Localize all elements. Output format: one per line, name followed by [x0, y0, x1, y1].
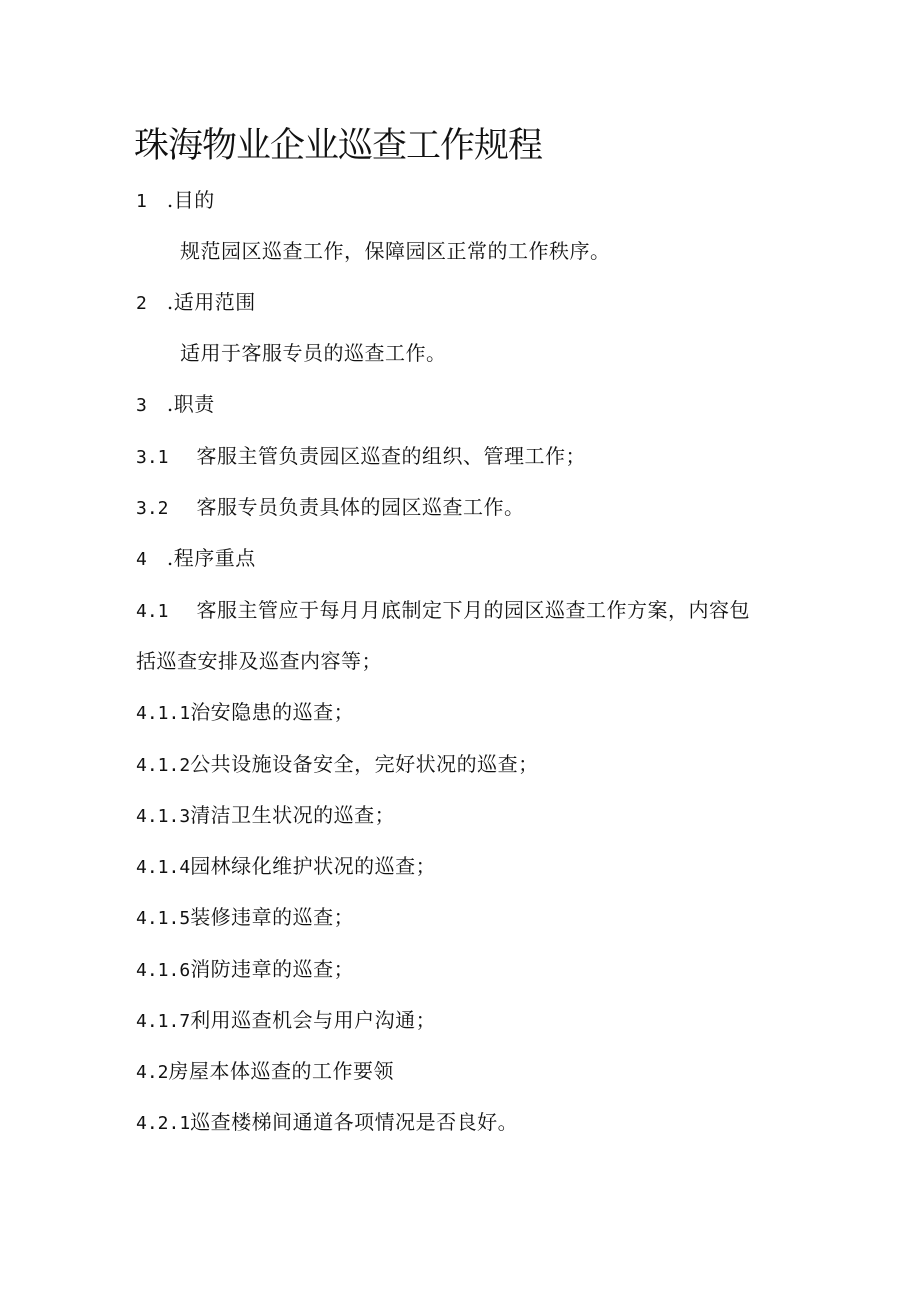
- clause-text: 客服专员负责具体的园区巡查工作。: [196, 495, 525, 519]
- section-heading-4: [136, 544, 256, 574]
- clause-text: 客服主管应于每月月底制定下月的园区巡查工作方案，内容包: [196, 598, 751, 622]
- clause-number: 3.2: [136, 498, 169, 519]
- clause-4-1-6: [136, 955, 354, 985]
- section-heading-1: [136, 186, 215, 216]
- clause-number: 4.1.4: [136, 857, 191, 878]
- clause-3-2: [136, 493, 525, 523]
- section-heading-2: [136, 288, 256, 318]
- clause-number: 3.1: [136, 447, 169, 468]
- clause-number: 4.1.6: [136, 960, 191, 981]
- clause-3-1: [136, 442, 586, 472]
- clause-number: 4.2: [136, 1062, 169, 1083]
- clause-4-1: [136, 596, 750, 626]
- clause-4-1-4: [136, 852, 436, 882]
- section-number: 2: [136, 293, 147, 314]
- clause-text: 装修违章的巡查；: [190, 905, 355, 929]
- clause-number: 4.1.5: [136, 908, 191, 929]
- section-label: .职责: [166, 392, 215, 416]
- section-label: .程序重点: [166, 546, 256, 570]
- clause-number: 4.1.7: [136, 1011, 191, 1032]
- paragraph-purpose: 规范园区巡查工作，保障园区正常的工作秩序。: [180, 239, 611, 263]
- section-number: 1: [136, 191, 147, 212]
- section-number: 4: [136, 549, 147, 570]
- clause-text: 清洁卫生状况的巡查；: [190, 803, 396, 827]
- clause-number: 4.1: [136, 601, 169, 622]
- section-label: .适用范围: [166, 290, 256, 314]
- clause-text: 公共设施设备安全，完好状况的巡查；: [190, 752, 539, 776]
- clause-4-1-7: [136, 1006, 436, 1036]
- clause-text: 巡查楼梯间通道各项情况是否良好。: [190, 1110, 519, 1134]
- clause-4-1-3: [136, 801, 395, 831]
- clause-4-1-5: [136, 903, 354, 933]
- clause-text: 房屋本体巡查的工作要领: [168, 1059, 395, 1083]
- clause-4-1-continued: 括巡查安排及巡查内容等；: [136, 649, 382, 673]
- clause-text: 园林绿化维护状况的巡查；: [190, 854, 437, 878]
- section-heading-3: [136, 390, 215, 420]
- clause-number: 4.1.3: [136, 806, 191, 827]
- clause-text: 客服主管负责园区巡查的组织、管理工作；: [196, 444, 587, 468]
- clause-number: 4.1.2: [136, 755, 191, 776]
- section-number: 3: [136, 395, 147, 416]
- clause-text: 消防违章的巡查；: [190, 957, 355, 981]
- clause-number: 4.1.1: [136, 703, 191, 724]
- clause-4-1-2: [136, 750, 539, 780]
- section-label: .目的: [166, 188, 215, 212]
- clause-text: 治安隐患的巡查；: [190, 700, 355, 724]
- clause-number: 4.2.1: [136, 1113, 191, 1134]
- clause-4-2-1: [136, 1108, 518, 1138]
- clause-text: 利用巡查机会与用户沟通；: [190, 1008, 437, 1032]
- clause-4-1-1: [136, 698, 354, 728]
- paragraph-scope: 适用于客服专员的巡查工作。: [180, 341, 447, 365]
- clause-4-2: [136, 1057, 394, 1087]
- document-title: 珠海物业企业巡查工作规程: [134, 126, 543, 166]
